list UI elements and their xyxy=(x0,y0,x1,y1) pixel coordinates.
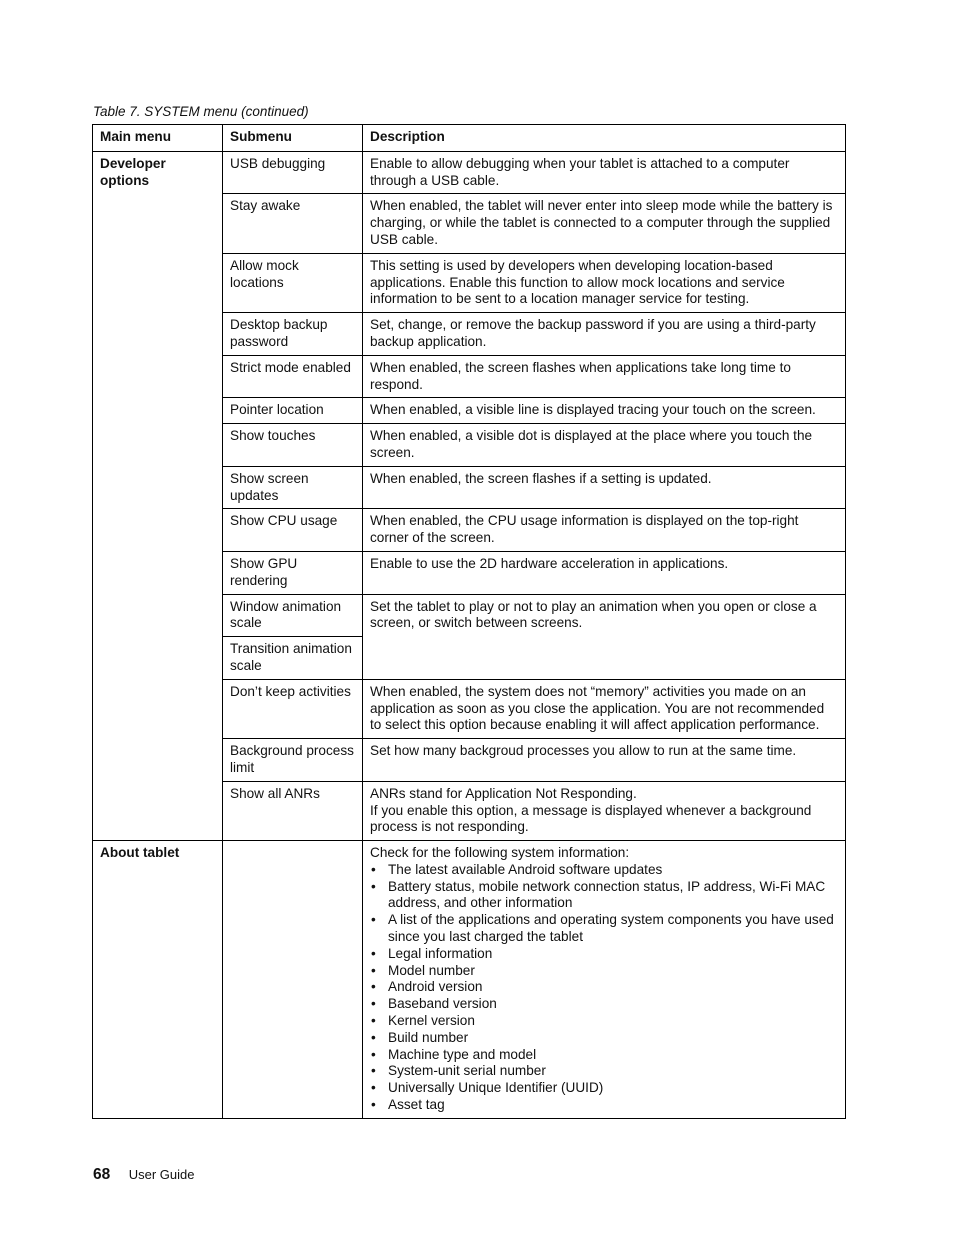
list-item xyxy=(370,1063,838,1080)
description-cell xyxy=(363,841,846,1119)
description-cell: This setting is used by developers when developing location-based applications. Enable this function to allow mock locations and service information to be sent to a location manager service for testing. xyxy=(363,253,846,312)
list-item xyxy=(370,862,838,879)
list-item xyxy=(370,1013,838,1030)
list-item xyxy=(370,1030,838,1047)
submenu-cell: Strict mode enabled xyxy=(223,355,363,398)
submenu-cell: Desktop backup password xyxy=(223,313,363,356)
list-item xyxy=(370,963,838,980)
list-item-text: Asset tag xyxy=(388,1097,445,1113)
list-item-text: Kernel version xyxy=(388,1013,475,1029)
submenu-cell: Window animation scale xyxy=(223,594,363,637)
list-item-text: Universally Unique Identifier (UUID) xyxy=(388,1080,604,1096)
main-menu-about-tablet: About tablet xyxy=(93,841,223,1119)
bullet-icon: • xyxy=(371,1097,376,1113)
list-item-text: Baseband version xyxy=(388,996,497,1012)
description-cell: When enabled, a visible line is displayed tracing your touch on the screen. xyxy=(363,398,846,424)
bullet-icon: • xyxy=(371,912,376,928)
list-item xyxy=(370,912,838,946)
submenu-cell: Show touches xyxy=(223,424,363,467)
bullet-icon: • xyxy=(371,878,376,894)
bullet-icon: • xyxy=(371,1080,376,1096)
page-footer xyxy=(93,1166,194,1184)
description-cell: Set, change, or remove the backup password if you are using a third-party backup application. xyxy=(363,313,846,356)
submenu-cell: Show CPU usage xyxy=(223,509,363,552)
table-caption: Table 7. SYSTEM menu (continued) xyxy=(93,104,309,119)
bullet-icon: • xyxy=(371,979,376,995)
list-item-text: System-unit serial number xyxy=(388,1063,546,1079)
list-item xyxy=(370,1097,838,1114)
document-title: User Guide xyxy=(128,1167,195,1182)
submenu-cell: Allow mock locations xyxy=(223,253,363,312)
main-menu-developer-options: Developer options xyxy=(93,151,223,840)
list-item-text: Model number xyxy=(388,962,475,978)
bullet-icon: • xyxy=(371,1063,376,1079)
list-item xyxy=(370,1080,838,1097)
list-item xyxy=(370,946,838,963)
list-item xyxy=(370,879,838,913)
list-item xyxy=(370,979,838,996)
list-item-text: Build number xyxy=(388,1029,469,1045)
table-row xyxy=(93,151,846,194)
description-line: If you enable this option, a message is displayed whenever a background process is not responding. xyxy=(370,802,812,835)
description-cell: When enabled, the CPU usage information is displayed on the top-right corner of the screen. xyxy=(363,509,846,552)
bullet-icon: • xyxy=(371,1013,376,1029)
bullet-icon: • xyxy=(371,1029,376,1045)
list-item xyxy=(370,1047,838,1064)
description-cell: Enable to use the 2D hardware acceleration in applications. xyxy=(363,551,846,594)
submenu-cell: Transition animation scale xyxy=(223,637,363,680)
bullet-icon: • xyxy=(371,861,376,877)
description-cell xyxy=(363,781,846,840)
submenu-cell: Stay awake xyxy=(223,194,363,253)
submenu-cell: USB debugging xyxy=(223,151,363,194)
description-cell: When enabled, the screen flashes when applications take long time to respond. xyxy=(363,355,846,398)
system-menu-table xyxy=(92,124,846,1119)
bullet-icon: • xyxy=(371,962,376,978)
header-main-menu: Main menu xyxy=(93,125,223,152)
list-item-text: Legal information xyxy=(388,945,493,961)
description-cell: Set the tablet to play or not to play an animation when you open or close a screen, or switch between screens. xyxy=(363,594,846,679)
submenu-cell: Show screen updates xyxy=(223,466,363,509)
header-description: Description xyxy=(363,125,846,152)
description-cell: When enabled, the screen flashes if a setting is updated. xyxy=(363,466,846,509)
table-header-row xyxy=(93,125,846,152)
submenu-cell: Show all ANRs xyxy=(223,781,363,840)
submenu-cell: Show GPU rendering xyxy=(223,551,363,594)
submenu-cell: Pointer location xyxy=(223,398,363,424)
description-cell: Enable to allow debugging when your tablet is attached to a computer through a USB cable. xyxy=(363,151,846,194)
description-line: ANRs stand for Application Not Responding. xyxy=(370,785,637,801)
description-cell: When enabled, the system does not “memory” activities you made on an application as soon as you close the application. You are not recommended to select this option because enabling it will affect application performance. xyxy=(363,679,846,738)
list-item-text: Battery status, mobile network connection status, IP address, Wi-Fi MAC address, and other information xyxy=(388,878,826,911)
bullet-icon: • xyxy=(371,945,376,961)
list-item-text: Machine type and model xyxy=(388,1046,537,1062)
list-item-text: The latest available Android software updates xyxy=(388,861,663,877)
description-cell: When enabled, the tablet will never enter into sleep mode while the battery is charging, or while the tablet is connected to a computer through the supplied USB cable. xyxy=(363,194,846,253)
list-item-text: A list of the applications and operating system components you have used since you last charged the tablet xyxy=(388,912,834,945)
description-cell: When enabled, a visible dot is displayed at the place where you touch the screen. xyxy=(363,424,846,467)
submenu-cell: Background process limit xyxy=(223,739,363,782)
description-intro: Check for the following system information: xyxy=(370,845,630,861)
table-row xyxy=(93,841,846,1119)
bullet-icon: • xyxy=(371,1046,376,1062)
description-cell: Set how many backgroud processes you allow to run at the same time. xyxy=(363,739,846,782)
list-item xyxy=(370,996,838,1013)
bullet-icon: • xyxy=(371,996,376,1012)
page-number: 68 xyxy=(93,1166,111,1183)
list-item-text: Android version xyxy=(388,979,483,995)
header-submenu: Submenu xyxy=(223,125,363,152)
submenu-cell: Don’t keep activities xyxy=(223,679,363,738)
submenu-cell xyxy=(223,841,363,1119)
